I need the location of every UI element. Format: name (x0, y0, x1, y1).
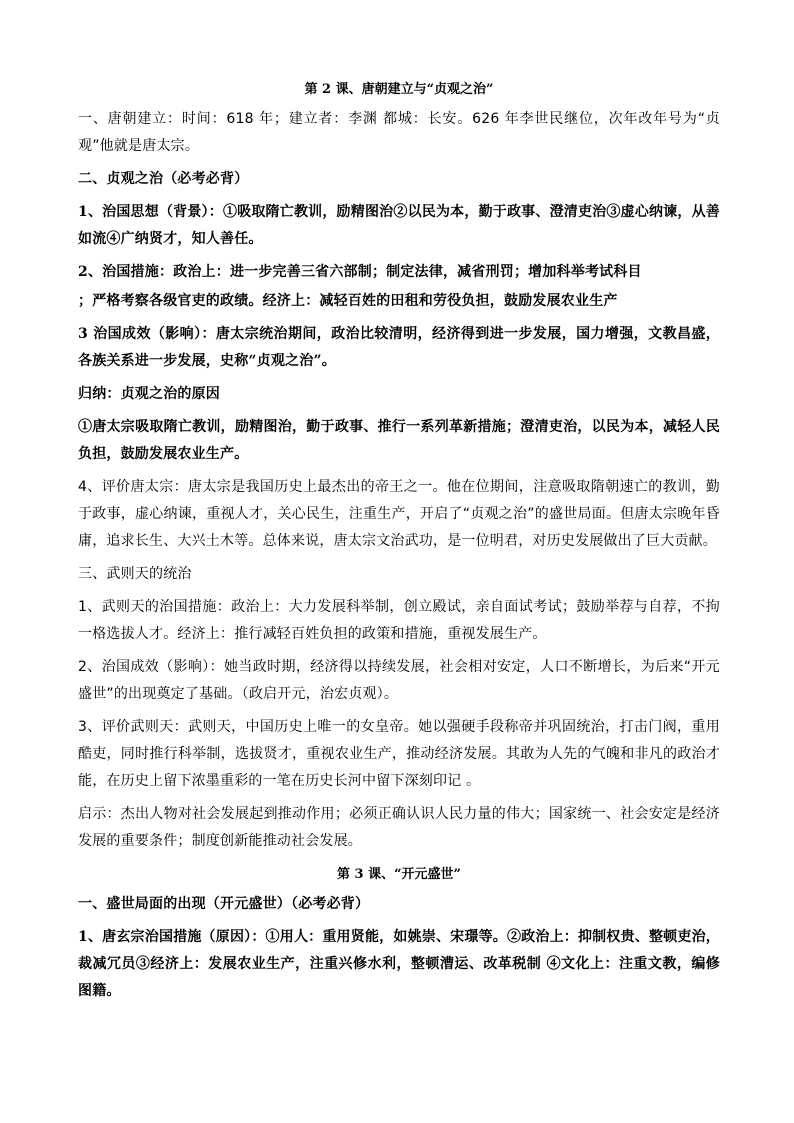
wuzetian-results-paragraph: 2、治国成效（影响）：她当政时期，经济得以持续发展，社会相对安定，人口不断增长，为后来“开元盛世”的出现奠定了基础。（政启开元，治宏贞观）。 (78, 659, 720, 702)
summary-text: ①唐太宗吸取隋亡教训，励精图治，勤于政事、推行一系列革新措施；澄清吏治，以民为本，减轻人民负担，鼓励发展农业生产。 (78, 419, 720, 462)
wuzetian-evaluation-paragraph: 3、评价武则天：武则天，中国历史上唯一的女皇帝。她以强硬手段称帝并巩固统治，打击门阀，重用酷吏，同时推行科举制，选拔贤才，重视农业生产，推动经济发展。其敢为人先的气魄和非凡的政治才能，在历史上留下浓墨重彩的一笔在历史长河中留下深刻印记 。 (78, 719, 720, 789)
tang-founding-paragraph: 一、唐朝建立：时间：618 年；建立者：李渊 都城：长安。626 年李世民继位，次年改年号为“贞观”他就是唐太宗。 (78, 111, 720, 154)
zhenguan-heading: 二、贞观之治（必考必背） (78, 171, 249, 187)
wuzetian-measures-paragraph: 1、武则天的治国措施：政治上：大力发展科举制，创立殿试，亲自面试考试；鼓励举荐与自荐，不拘一格选拔人才。经济上：推行减轻百姓负担的政策和措施，重视发展生产。 (78, 599, 720, 642)
summary-heading: 归纳：贞观之治的原因 (78, 386, 220, 402)
lesson-3-title: 第 3 课、“开元盛世” (336, 867, 462, 882)
xuanzong-measures-paragraph: 1、唐玄宗治国措施（原因）：①用人：重用贤能，如姚崇、宋璟等。②政治上：抑制权贵、整顿吏治，裁减冗员③经济上：发展农业生产，注重兴修水利，整顿漕运、改革税制 ④文化上：注重文教，编修图籍。 (78, 929, 720, 999)
taizong-evaluation-paragraph: 4、评价唐太宗：唐太宗是我国历史上最杰出的帝王之一。他在位期间，注意吸取隋朝速亡的教训，勤于政事，虚心纳谏，重视人才，关心民生，注重生产，开启了“贞观之治”的盛世局面。但唐太宗晚年昏庸，追求长生、大兴土木等。总体来说，唐太宗文治武功，是一位明君，对历史发展做出了巨大贡献。 (78, 479, 720, 549)
governance-measures-continued: ；严格考察各级官吏的政绩。经济上：减轻百姓的田租和劳役负担，鼓励发展农业生产 (78, 293, 618, 309)
wuzetian-heading: 三、武则天的统治 (78, 566, 192, 582)
governance-results-paragraph: 3 治国成效（影响）：唐太宗统治期间，政治比较清明，经济得到进一步发展，国力增强，文教昌盛，各族关系进一步发展，史称“贞观之治”。 (78, 326, 720, 369)
governance-measures-paragraph: 2、治国措施：政治上：进一步完善三省六部制；制定法律，减省刑罚；增加科举考试科目 (78, 264, 642, 280)
kaiyuan-heading: 一、盛世局面的出现（开元盛世）（必考必背） (78, 896, 370, 912)
document-page (78, 70, 720, 1011)
inspiration-paragraph: 启示：杰出人物对社会发展起到推动作用；必须正确认识人民力量的伟大；国家统一、社会安定是经济发展的重要条件；制度创新能推动社会发展。 (78, 806, 720, 849)
governance-thought-paragraph: 1、治国思想（背景）：①吸取隋亡教训，励精图治②以民为本，勤于政事、澄清吏治③虚心纳谏，从善如流④广纳贤才，知人善任。 (78, 204, 720, 247)
lesson-2-title: 第 2 课、唐朝建立与“贞观之治” (304, 82, 494, 97)
